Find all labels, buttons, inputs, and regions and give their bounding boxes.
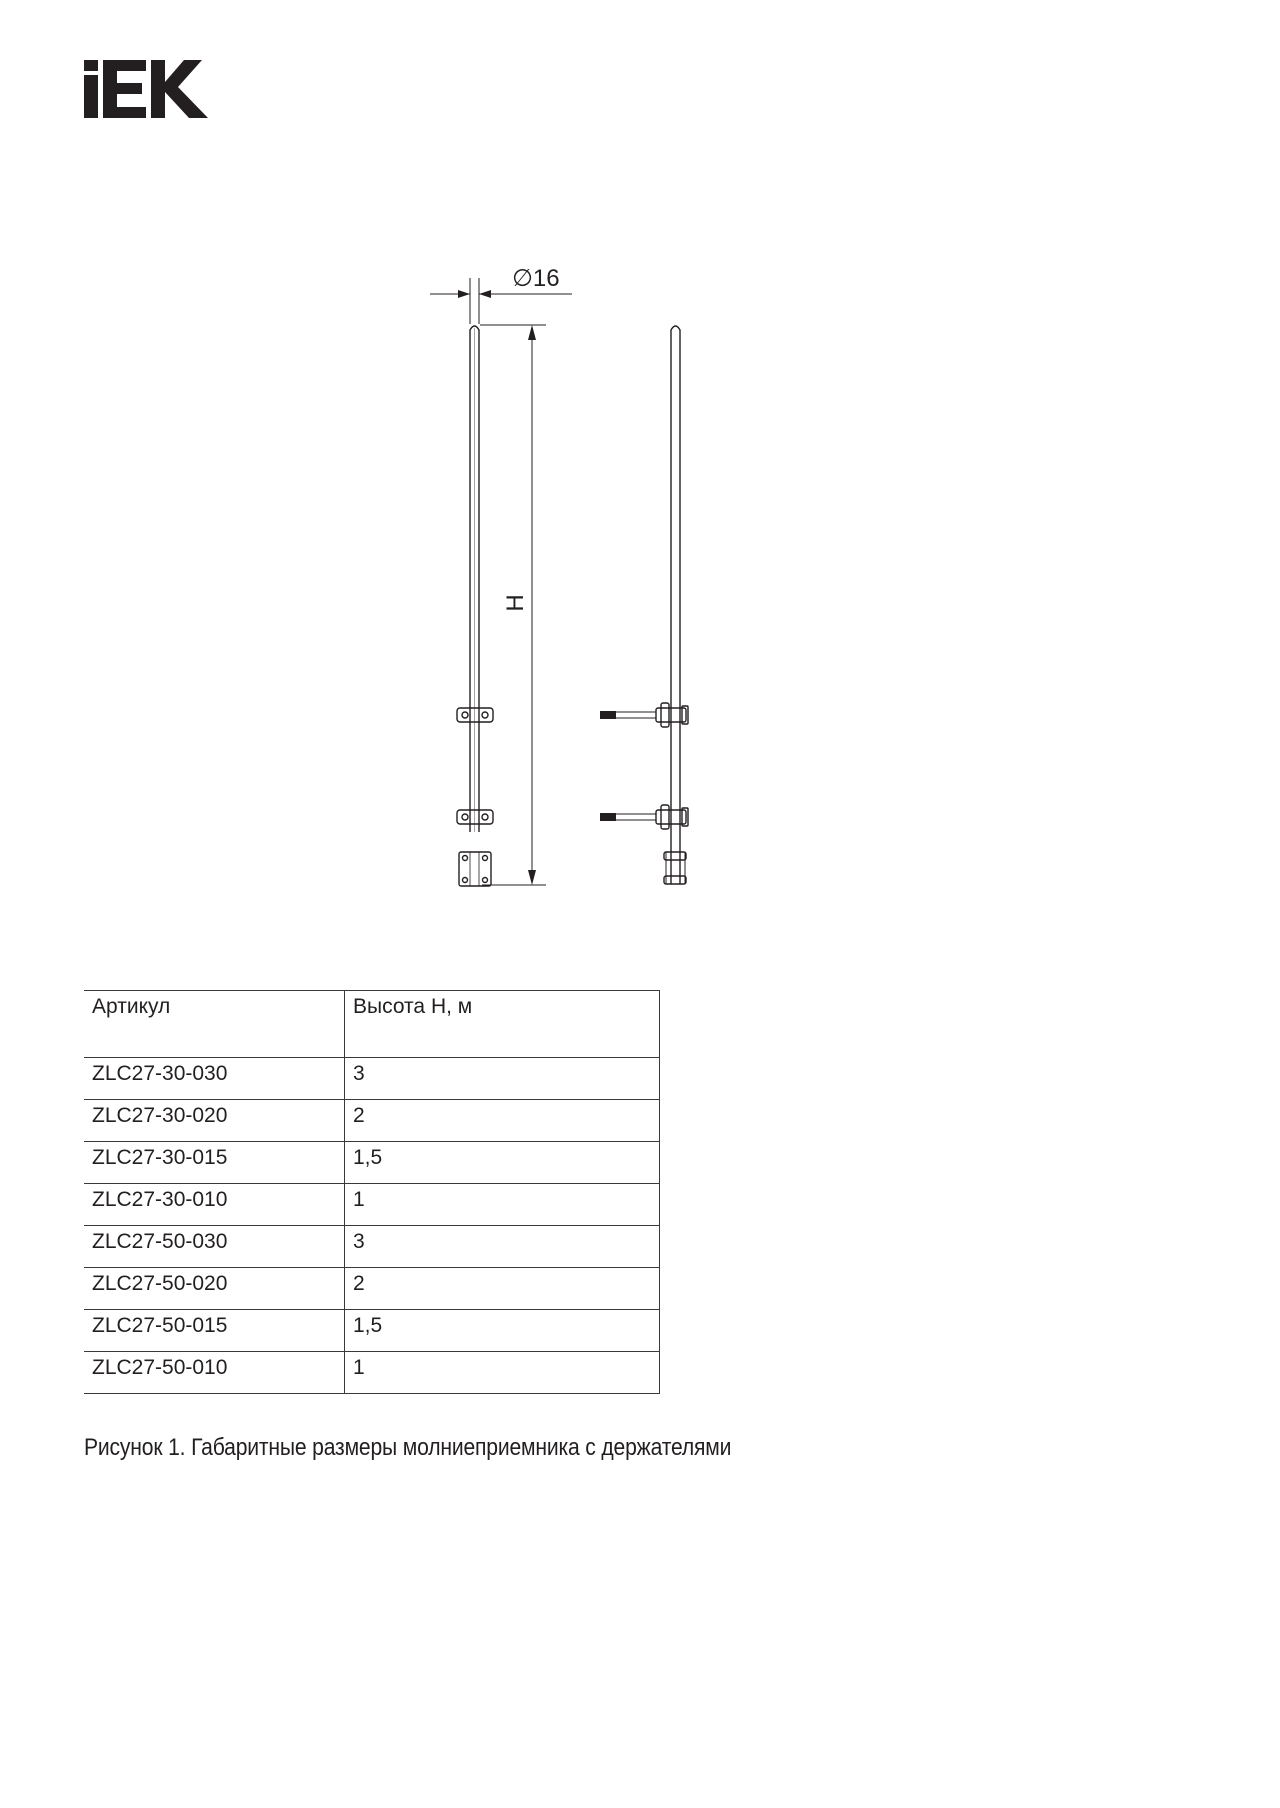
cell-article: ZLC27-30-030: [84, 1058, 345, 1100]
cell-article: ZLC27-50-010: [84, 1352, 345, 1394]
height-label: H: [502, 594, 529, 612]
cell-height: 2: [345, 1268, 660, 1310]
table-header-row: [84, 991, 660, 1058]
article-height-table: [84, 990, 660, 1394]
iek-logo: [84, 60, 208, 118]
table-row: [84, 1352, 660, 1394]
cell-height: 2: [345, 1100, 660, 1142]
rod-dimension-diagram: [420, 258, 720, 898]
cell-article: ZLC27-30-020: [84, 1100, 345, 1142]
table-row: [84, 1100, 660, 1142]
cell-height: 3: [345, 1058, 660, 1100]
cell-height: 1,5: [345, 1142, 660, 1184]
table-row: [84, 1310, 660, 1352]
figure-caption: Рисунок 1. Габаритные размеры молниеприемника с держателями: [84, 1434, 732, 1461]
diameter-label: ∅16: [512, 265, 560, 292]
table-row: [84, 1268, 660, 1310]
lightning-rod-drawing: [420, 258, 720, 898]
cell-height: 1,5: [345, 1310, 660, 1352]
cell-article: ZLC27-50-020: [84, 1268, 345, 1310]
cell-height: 1: [345, 1184, 660, 1226]
header-height: Высота Н, м: [345, 991, 660, 1058]
cell-article: ZLC27-50-030: [84, 1226, 345, 1268]
table-row: [84, 1058, 660, 1100]
cell-article: ZLC27-30-010: [84, 1184, 345, 1226]
table-row: [84, 1142, 660, 1184]
header-article: Артикул: [84, 991, 345, 1058]
cell-article: ZLC27-50-015: [84, 1310, 345, 1352]
cell-article: ZLC27-30-015: [84, 1142, 345, 1184]
table-row: [84, 1184, 660, 1226]
table-row: [84, 1226, 660, 1268]
cell-height: 1: [345, 1352, 660, 1394]
cell-height: 3: [345, 1226, 660, 1268]
